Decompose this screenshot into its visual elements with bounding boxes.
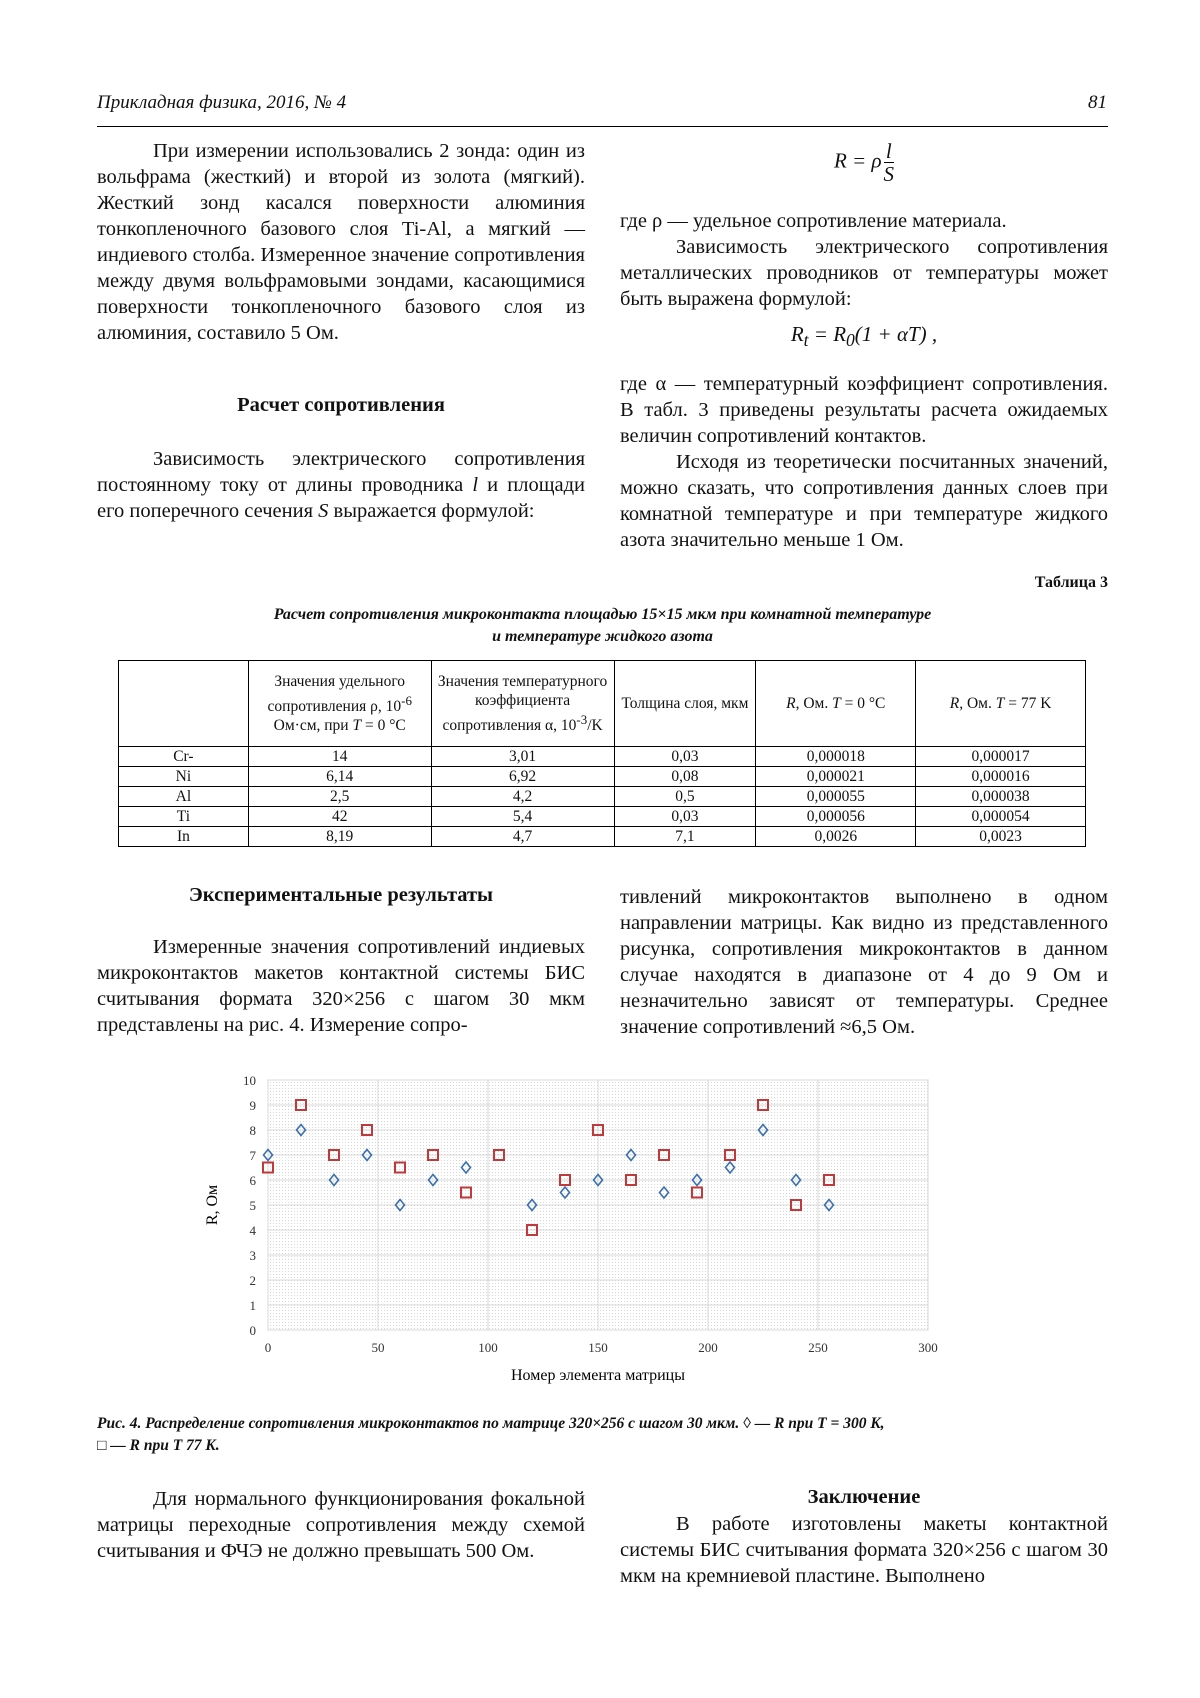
table-cell: 0,0023 bbox=[916, 827, 1086, 847]
paragraph-probes: При измерении использовались 2 зонда: один из вольфрама (жесткий) и второй из золота (мягкий). Жесткий зонд касался поверхности алюминия тонкопленочного базового слоя Ti-Al, а мягкий — индиевого столба. Измеренное значение сопротивления между двумя вольфрамовыми зондами, касающимися поверхности тонкопленочного базового слоя из алюминия, составило 5 Ом. bbox=[97, 140, 585, 344]
table-cell: Ti bbox=[119, 807, 249, 827]
y-tick-label: 3 bbox=[249, 1248, 256, 1263]
table-cell: 5,4 bbox=[431, 807, 614, 827]
formula-sub-t: t bbox=[803, 330, 809, 351]
figure-4-caption bbox=[97, 1413, 1108, 1457]
text-run: Зависимость электрического сопротивления постоянному току от длины проводника bbox=[97, 448, 585, 496]
formula-resistance bbox=[620, 140, 1108, 185]
right-column-bottom bbox=[620, 1511, 1108, 1589]
table-cell: Al bbox=[119, 787, 249, 807]
left-column-bottom bbox=[97, 1486, 585, 1564]
y-tick-labels bbox=[243, 1073, 257, 1338]
table-cell: 7,1 bbox=[614, 827, 756, 847]
table-cell: 4,7 bbox=[431, 827, 614, 847]
table-cell: 0,03 bbox=[614, 747, 756, 767]
fraction-denominator: S bbox=[883, 162, 895, 186]
table-cell: Ni bbox=[119, 767, 249, 787]
table-cell: 14 bbox=[248, 747, 431, 767]
text-run: и площади его поперечного сечения bbox=[97, 474, 585, 522]
x-tick-label: 0 bbox=[264, 1340, 272, 1355]
table-cell: Cr- bbox=[119, 747, 249, 767]
formula-r: R bbox=[790, 322, 804, 346]
formula-sub-0: 0 bbox=[846, 330, 855, 351]
table-3 bbox=[118, 660, 1086, 847]
text-run: Значения температурного коэффициента сопротивления α, 10 bbox=[437, 672, 608, 735]
figure-4-chart bbox=[195, 1070, 1015, 1400]
table-row bbox=[119, 807, 1086, 827]
table-cell: 42 bbox=[248, 807, 431, 827]
table-row bbox=[119, 747, 1086, 767]
table-cell: 6,14 bbox=[248, 767, 431, 787]
figure-caption-line-1: Рис. 4. Распределение сопротивления микроконтактов по матрице 320×256 с шагом 30 мкм. ◊ — R при T = 300 K, bbox=[97, 1415, 885, 1432]
x-tick-label: 100 bbox=[478, 1340, 498, 1355]
header-resistivity bbox=[248, 661, 431, 747]
x-tick-label: 300 bbox=[918, 1340, 938, 1355]
table-cell: 0,000056 bbox=[756, 807, 916, 827]
symbol-r: R bbox=[786, 695, 796, 712]
y-tick-label: 4 bbox=[249, 1223, 256, 1238]
paragraph-conclusion-values: Исходя из теоретически посчитанных значений, можно сказать, что сопротивления данных слоев при комнатной температуре и при температуре жидкого азота значительно меньше 1 Ом. bbox=[620, 451, 1108, 551]
y-tick-label: 0 bbox=[249, 1323, 256, 1338]
header-thickness: Толщина слоя, мкм bbox=[614, 661, 756, 747]
paragraph-rho-definition: где ρ — удельное сопротивление материала. bbox=[620, 210, 1007, 232]
formula-r0: = R bbox=[808, 322, 847, 346]
header-r-0c bbox=[756, 661, 916, 747]
y-tick-label: 10 bbox=[243, 1073, 256, 1088]
journal-header: Прикладная физика, 2016, № 4 bbox=[97, 92, 347, 113]
right-column-middle bbox=[620, 371, 1108, 553]
fraction-numerator: l bbox=[884, 140, 895, 163]
x-axis-label: Номер элемента матрицы bbox=[511, 1367, 685, 1384]
y-tick-label: 7 bbox=[249, 1148, 256, 1163]
text-run: = 0 °C bbox=[361, 717, 406, 735]
table-caption-line-1: Расчет сопротивления микроконтакта площадью 15×15 мкм при комнатной температуре bbox=[273, 606, 932, 623]
y-axis-label: R, Ом bbox=[204, 1184, 221, 1226]
symbol-r: R bbox=[949, 695, 960, 712]
table-row bbox=[119, 827, 1086, 847]
paragraph-alpha-definition: где α — температурный коэффициент сопротивления. В табл. 3 приведены результаты расчета ожидаемых величин сопротивлений контактов. bbox=[620, 373, 1108, 447]
paragraph-resistance-dependence bbox=[97, 446, 585, 524]
right-column-experimental bbox=[620, 884, 1108, 1040]
text-run: , Ом. bbox=[959, 695, 996, 712]
paragraph-conclusion: В работе изготовлены макеты контактной системы БИС считывания формата 320×256 с шагом 30 мкм на кремниевой пластине. Выполнено bbox=[620, 1513, 1108, 1587]
formula-fraction bbox=[884, 140, 895, 185]
symbol-t: T bbox=[352, 717, 362, 735]
superscript: -6 bbox=[401, 692, 412, 708]
y-tick-label: 9 bbox=[249, 1098, 256, 1113]
table-caption-line-2: и температуре жидкого азота bbox=[492, 628, 713, 645]
table-number: Таблица 3 bbox=[1034, 574, 1108, 591]
text-run: , Ом. bbox=[795, 695, 833, 712]
symbol-s: S bbox=[318, 500, 329, 522]
header-material bbox=[119, 661, 249, 747]
table-cell: In bbox=[119, 827, 249, 847]
right-column-top bbox=[620, 208, 1108, 312]
y-tick-label: 5 bbox=[249, 1198, 256, 1213]
text-run: выражается формулой: bbox=[328, 500, 535, 522]
figure-caption-line-2: □ — R при T 77 K. bbox=[97, 1437, 220, 1454]
table-cell: 0,5 bbox=[614, 787, 756, 807]
symbol-l: l bbox=[472, 474, 479, 496]
superscript: -3 bbox=[576, 711, 588, 727]
table-header-row bbox=[119, 661, 1086, 747]
left-column-top bbox=[97, 138, 585, 346]
header-rule bbox=[97, 126, 1108, 127]
symbol-t: T bbox=[995, 695, 1005, 712]
text-run: Значения удельного сопротивления ρ, 10 bbox=[267, 672, 406, 716]
table-cell: 8,19 bbox=[248, 827, 431, 847]
header-temp-coefficient bbox=[431, 661, 614, 747]
table-cell: 0,000038 bbox=[916, 787, 1086, 807]
table-cell: 0,000017 bbox=[916, 747, 1086, 767]
header-r-77k bbox=[916, 661, 1086, 747]
y-tick-label: 6 bbox=[249, 1173, 256, 1188]
table-row bbox=[119, 787, 1086, 807]
table-cell: 0,08 bbox=[614, 767, 756, 787]
formula-lhs: R = ρ bbox=[833, 148, 882, 173]
y-tick-label: 8 bbox=[249, 1123, 256, 1138]
table-cell: 0,000016 bbox=[916, 767, 1086, 787]
table-cell: 0,000054 bbox=[916, 807, 1086, 827]
section-heading-resistance: Расчет сопротивления bbox=[237, 394, 445, 416]
table-cell: 3,01 bbox=[431, 747, 614, 767]
formula-temperature bbox=[620, 322, 1108, 351]
table-cell: 0,03 bbox=[614, 807, 756, 827]
paragraph-measurement-direction: тивлений микроконтактов выполнено в одном направлении матрицы. Как видно из представленного рисунка, сопротивления микроконтактов в данном случае находятся в диапазоне от 4 до 9 Ом и незначительно зависят от температуры. Среднее значение сопротивлений ≈6,5 Ом. bbox=[620, 886, 1108, 1038]
table-cell: 6,92 bbox=[431, 767, 614, 787]
left-column-experimental bbox=[97, 934, 585, 1038]
x-tick-label: 150 bbox=[588, 1340, 608, 1355]
paragraph-measured-values: Измеренные значения сопротивлений индиевых микроконтактов макетов контактной системы БИС считывания формата 320×256 с шагом 30 мкм представлены на рис. 4. Измерение сопро- bbox=[97, 936, 585, 1036]
page-number: 81 bbox=[1088, 92, 1107, 113]
x-tick-label: 50 bbox=[371, 1340, 385, 1355]
paragraph-temperature-dependence: Зависимость электрического сопротивления металлических проводников от температуры может быть выражена формулой: bbox=[620, 236, 1108, 310]
text-run: Ом·см, при bbox=[273, 717, 353, 735]
x-tick-labels bbox=[265, 1340, 938, 1355]
table-cell: 0,000018 bbox=[756, 747, 916, 767]
symbol-t: T bbox=[832, 695, 841, 712]
table-row bbox=[119, 767, 1086, 787]
section-heading-experimental: Экспериментальные результаты bbox=[188, 884, 494, 906]
table-caption bbox=[97, 604, 1108, 648]
left-column-resistance-text bbox=[97, 446, 585, 524]
table-cell: 2,5 bbox=[248, 787, 431, 807]
table-cell: 4,2 bbox=[431, 787, 614, 807]
text-run: = 0 °C bbox=[840, 695, 886, 712]
formula-rest: (1 + αT) , bbox=[854, 322, 938, 346]
y-tick-label: 1 bbox=[249, 1298, 256, 1313]
table-cell: 0,0026 bbox=[756, 827, 916, 847]
table-cell: 0,000021 bbox=[756, 767, 916, 787]
text-run: /K bbox=[587, 717, 603, 735]
y-tick-label: 2 bbox=[249, 1273, 256, 1288]
table-cell: 0,000055 bbox=[756, 787, 916, 807]
x-tick-label: 200 bbox=[698, 1340, 718, 1355]
x-tick-label: 250 bbox=[808, 1340, 828, 1355]
paragraph-contact-resistance: Для нормального функционирования фокальной матрицы переходные сопротивления между схемой считывания и ФЧЭ не должно превышать 500 Ом. bbox=[97, 1488, 585, 1562]
section-heading-conclusion: Заключение bbox=[807, 1486, 921, 1508]
text-run: = 77 K bbox=[1004, 695, 1052, 712]
